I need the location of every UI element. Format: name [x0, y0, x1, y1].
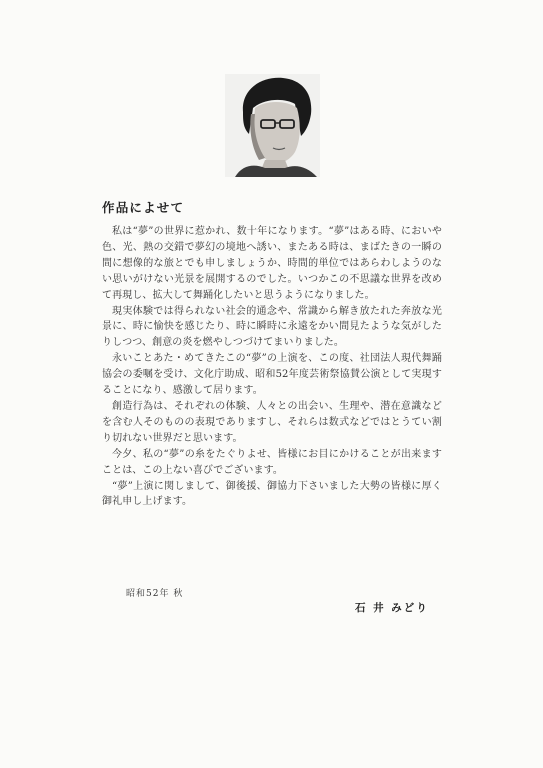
essay-paragraph: 創造行為は、それぞれの体験、人々との出会い、生理や、潜在意識などを含む人そのものの表現でありますし、それらは数式などではとうてい割り切れない世界だと思います。: [102, 400, 442, 444]
essay-paragraph: 今夕、私の“夢”の糸をたぐりよせ、皆様にお目にかけることが出来ますことは、この上ない喜びでございます。: [102, 448, 442, 476]
essay-paragraph: 永いことあた・めてきたこの“夢”の上演を、この度、社団法人現代舞踊協会の委嘱を受け、文化庁助成、昭和52年度芸術祭協賛公演として実現することになり、感激して居ります。: [102, 353, 442, 397]
essay-body: [102, 224, 442, 510]
author-portrait-photo: [225, 74, 320, 177]
date-line: 昭和52年 秋: [126, 589, 184, 599]
author-signature: 石 井 みどり: [355, 602, 429, 614]
essay-paragraph: “夢”上演に関しまして、御後援、御協力下さいました大勢の皆様に厚く御礼申し上げます。: [102, 480, 442, 508]
essay-paragraph: 私は“夢”の世界に惹かれ、数十年になります。“夢”はある時、においや色、光、熱の交錯で夢幻の境地へ誘い、またある時は、まばたきの一瞬の間に想像的な旅とでも申しましょうか、時間的単位ではあらわしようのない思いがけない光景を展開するのでした。いつかこの不思議な世界を改めて再現し、拡大して舞踊化したいと思うようになりました。: [102, 226, 442, 301]
essay-paragraph: 現実体験では得られない社会的通念や、常識から解き放たれた奔放な光景に、時に愉快を感じたり、時に瞬時に永遠をかい間見たような気がしたりしつつ、創意の炎を燃やしつづけてまいりました。: [102, 305, 442, 349]
page-title: 作品によせて: [102, 200, 185, 215]
